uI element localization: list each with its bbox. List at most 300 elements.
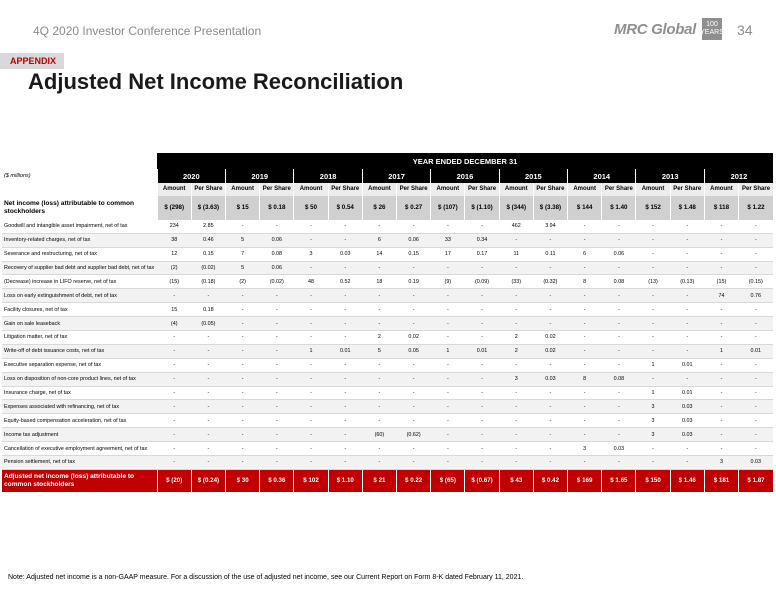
table-cell: (0.13) — [670, 275, 704, 289]
table-cell: - — [294, 233, 328, 247]
table-cell: $ 1.46 — [670, 469, 704, 492]
table-row — [2, 331, 773, 345]
table-cell: - — [533, 317, 567, 331]
table-cell: - — [431, 220, 465, 233]
table-cell: $ 26 — [362, 196, 396, 220]
table-cell: $ 181 — [704, 469, 738, 492]
table-cell: - — [157, 372, 191, 386]
amount-header: Amount — [568, 183, 602, 196]
table-cell: - — [670, 331, 704, 345]
table-cell: - — [157, 331, 191, 345]
table-cell: - — [499, 233, 533, 247]
table-cell: $ 1.87 — [739, 469, 773, 492]
table-cell: 1 — [704, 344, 738, 358]
table-cell: - — [294, 220, 328, 233]
table-cell: - — [362, 456, 396, 470]
table-cell: 6 — [568, 247, 602, 261]
table-cell: - — [533, 400, 567, 414]
table-cell: - — [499, 358, 533, 372]
row-label: Severance and restructuring, net of tax — [2, 247, 157, 261]
table-cell: 2 — [499, 344, 533, 358]
table-cell: - — [431, 414, 465, 428]
table-cell: 0.15 — [397, 247, 431, 261]
net-income-row — [2, 196, 773, 220]
table-cell: - — [431, 303, 465, 317]
table-cell: 18 — [362, 275, 396, 289]
blank-cell — [2, 183, 157, 196]
year-header: 2015 — [499, 169, 567, 183]
table-cell: 0.03 — [533, 372, 567, 386]
table-cell: - — [328, 414, 362, 428]
table-cell: - — [260, 386, 294, 400]
row-label: Net income (loss) attributable to common stockholders — [4, 199, 135, 215]
table-cell: 5 — [226, 233, 260, 247]
table-cell: - — [568, 386, 602, 400]
row-label: (Decrease) increase in LIFO reserve, net of tax — [2, 275, 157, 289]
table-cell: - — [157, 358, 191, 372]
table-cell: - — [328, 303, 362, 317]
per-share-header: Per Share — [533, 183, 567, 196]
table-cell: - — [431, 289, 465, 303]
blank-cell — [2, 153, 157, 169]
table-row — [2, 303, 773, 317]
year-header: 2016 — [431, 169, 499, 183]
page-number: 34 — [737, 22, 753, 38]
table-cell: - — [704, 386, 738, 400]
table-cell: 0.17 — [465, 247, 499, 261]
table-cell: - — [533, 414, 567, 428]
table-cell: - — [260, 414, 294, 428]
table-cell: - — [636, 220, 670, 233]
table-cell: - — [670, 289, 704, 303]
table-cell: - — [431, 386, 465, 400]
per-share-header: Per Share — [191, 183, 225, 196]
table-cell: - — [226, 386, 260, 400]
table-cell: 48 — [294, 275, 328, 289]
table-cell: (0.05) — [191, 317, 225, 331]
table-cell: - — [636, 344, 670, 358]
table-cell: - — [431, 372, 465, 386]
table-cell: - — [636, 233, 670, 247]
reconciliation-table — [2, 153, 773, 492]
table-cell: - — [226, 400, 260, 414]
table-cell: 3 — [294, 247, 328, 261]
table-cell: 8 — [568, 275, 602, 289]
table-cell: - — [704, 247, 738, 261]
table-cell: 3.94 — [533, 220, 567, 233]
table-cell: - — [568, 400, 602, 414]
table-cell: - — [294, 303, 328, 317]
table-cell: $ 50 — [294, 196, 328, 220]
table-cell: (0.18) — [191, 275, 225, 289]
row-label: Gain on sale leaseback — [2, 317, 157, 331]
table-cell: - — [431, 442, 465, 456]
table-cell: - — [499, 317, 533, 331]
table-cell: - — [397, 414, 431, 428]
table-cell: $ (1.10) — [465, 196, 499, 220]
table-cell: - — [157, 414, 191, 428]
page-title: Adjusted Net Income Reconciliation — [28, 69, 404, 94]
table-row — [2, 247, 773, 261]
table-cell: - — [294, 442, 328, 456]
table-cell: (4) — [157, 317, 191, 331]
table-cell: 0.08 — [260, 247, 294, 261]
table-cell: - — [568, 261, 602, 275]
table-cell: - — [739, 358, 773, 372]
table-cell: $ 169 — [568, 469, 602, 492]
table-cell: 1 — [431, 344, 465, 358]
table-cell: - — [362, 317, 396, 331]
table-cell: - — [294, 414, 328, 428]
table-cell: 11 — [499, 247, 533, 261]
anniversary-badge-icon: 100 YEARS — [702, 18, 722, 40]
table-cell: - — [499, 261, 533, 275]
table-cell: - — [328, 400, 362, 414]
row-label: Write-off of debt issuance costs, net of tax — [2, 344, 157, 358]
row-label: Facility closures, net of tax — [2, 303, 157, 317]
table-cell: - — [226, 289, 260, 303]
table-cell: (0.15) — [739, 275, 773, 289]
table-row — [2, 261, 773, 275]
table-cell: - — [226, 317, 260, 331]
company-logo — [614, 18, 722, 40]
table-cell: - — [157, 400, 191, 414]
table-cell: - — [191, 358, 225, 372]
table-cell: - — [157, 428, 191, 442]
table-cell: $ 1.10 — [328, 469, 362, 492]
table-cell: 0.11 — [533, 247, 567, 261]
table-cell: 5 — [226, 261, 260, 275]
subheader-row — [2, 183, 773, 196]
table-cell: - — [568, 344, 602, 358]
table-row — [2, 358, 773, 372]
table-cell: - — [328, 331, 362, 345]
table-cell: (0.62) — [397, 428, 431, 442]
table-cell: - — [191, 400, 225, 414]
amount-header: Amount — [362, 183, 396, 196]
table-cell: - — [294, 331, 328, 345]
table-cell: $ (3.38) — [533, 196, 567, 220]
table-cell: 0.03 — [670, 414, 704, 428]
table-cell: $ 0.42 — [533, 469, 567, 492]
table-cell: $ 144 — [568, 196, 602, 220]
table-cell: - — [157, 344, 191, 358]
table-cell: - — [704, 358, 738, 372]
table-cell: - — [465, 428, 499, 442]
table-cell: - — [397, 400, 431, 414]
table-cell: $ (344) — [499, 196, 533, 220]
table-cell: 3 — [636, 428, 670, 442]
amount-header: Amount — [294, 183, 328, 196]
table-cell: 1 — [636, 386, 670, 400]
table-cell: 1 — [636, 358, 670, 372]
table-cell: - — [739, 261, 773, 275]
table-cell: - — [704, 261, 738, 275]
table-cell: $ (0.67) — [465, 469, 499, 492]
table-cell: - — [226, 358, 260, 372]
table-cell: - — [226, 220, 260, 233]
table-cell: - — [465, 317, 499, 331]
table-cell: - — [602, 456, 636, 470]
table-cell: - — [362, 372, 396, 386]
table-cell: - — [670, 220, 704, 233]
table-cell: (9) — [431, 275, 465, 289]
table-cell: - — [602, 400, 636, 414]
table-cell: - — [294, 372, 328, 386]
table-cell: $ 21 — [362, 469, 396, 492]
table-cell: - — [294, 428, 328, 442]
table-cell: - — [533, 289, 567, 303]
table-cell: 0.03 — [602, 442, 636, 456]
table-cell: - — [499, 386, 533, 400]
table-cell: 2 — [499, 331, 533, 345]
table-cell: 0.01 — [670, 386, 704, 400]
table-cell: - — [465, 456, 499, 470]
table-cell: - — [499, 303, 533, 317]
table-cell: - — [568, 428, 602, 442]
table-cell: - — [602, 261, 636, 275]
table-row — [2, 220, 773, 233]
table-cell: 38 — [157, 233, 191, 247]
table-cell: 15 — [157, 303, 191, 317]
table-cell: - — [191, 428, 225, 442]
table-cell: $ 0.27 — [397, 196, 431, 220]
table-cell: $ 30 — [226, 469, 260, 492]
table-cell: - — [226, 331, 260, 345]
table-cell: $ 152 — [636, 196, 670, 220]
table-cell: 0.03 — [670, 400, 704, 414]
row-label: Adjusted net income (loss) attributable to common stockholders — [2, 469, 157, 492]
table-cell: - — [636, 317, 670, 331]
period-header: YEAR ENDED DECEMBER 31 — [157, 153, 773, 169]
table-cell: - — [704, 331, 738, 345]
table-cell: - — [602, 414, 636, 428]
table-cell: - — [636, 456, 670, 470]
table-cell: - — [568, 414, 602, 428]
table-cell: - — [328, 386, 362, 400]
table-cell: - — [533, 428, 567, 442]
table-cell: - — [431, 358, 465, 372]
table-cell: 0.06 — [397, 233, 431, 247]
table-cell: 0.03 — [739, 456, 773, 470]
table-cell: (33) — [499, 275, 533, 289]
table-cell: 2.85 — [191, 220, 225, 233]
table-cell: (0.09) — [465, 275, 499, 289]
table-cell: - — [739, 331, 773, 345]
table-cell: - — [739, 247, 773, 261]
table-cell: - — [704, 428, 738, 442]
years-row — [2, 169, 773, 183]
row-label: Recovery of supplier bad debt and supplier bad debt, net of tax — [2, 261, 157, 275]
table-cell: - — [568, 456, 602, 470]
year-header: 2017 — [362, 169, 430, 183]
table-cell: - — [431, 331, 465, 345]
table-cell: - — [739, 372, 773, 386]
table-cell: - — [362, 358, 396, 372]
table-cell: 0.06 — [260, 261, 294, 275]
table-cell: - — [670, 456, 704, 470]
table-cell: - — [328, 233, 362, 247]
table-cell: (0.02) — [260, 275, 294, 289]
table-cell: - — [739, 414, 773, 428]
table-cell: - — [465, 289, 499, 303]
table-cell: - — [465, 442, 499, 456]
table-cell: 3 — [704, 456, 738, 470]
table-cell: 0.01 — [739, 344, 773, 358]
table-cell: - — [157, 442, 191, 456]
table-cell: - — [294, 456, 328, 470]
table-cell: (2) — [157, 261, 191, 275]
table-cell: 0.03 — [670, 428, 704, 442]
table-cell: - — [602, 344, 636, 358]
table-cell: - — [568, 331, 602, 345]
table-cell: $ 102 — [294, 469, 328, 492]
table-cell: - — [739, 220, 773, 233]
period-header-row — [2, 153, 773, 169]
table-cell: - — [157, 386, 191, 400]
table-cell: 5 — [362, 344, 396, 358]
table-cell: - — [362, 220, 396, 233]
table-cell: - — [602, 331, 636, 345]
table-cell: - — [362, 386, 396, 400]
table-row — [2, 233, 773, 247]
units-note: ($ millions) — [4, 173, 31, 179]
table-cell: - — [739, 442, 773, 456]
table-cell: - — [670, 442, 704, 456]
table-cell: 14 — [362, 247, 396, 261]
presentation-title: 4Q 2020 Investor Conference Presentation — [33, 24, 262, 38]
table-cell: - — [704, 372, 738, 386]
table-cell: (13) — [636, 275, 670, 289]
table-cell: - — [636, 331, 670, 345]
year-header: 2012 — [704, 169, 773, 183]
table-cell: - — [328, 442, 362, 456]
table-cell: - — [191, 414, 225, 428]
table-cell: - — [568, 289, 602, 303]
row-label: Inventory-related charges, net of tax — [2, 233, 157, 247]
table-cell: - — [465, 386, 499, 400]
table-cell: $ (0.24) — [191, 469, 225, 492]
table-cell: - — [226, 303, 260, 317]
table-cell: 0.19 — [397, 275, 431, 289]
table-cell: 1 — [294, 344, 328, 358]
table-cell: - — [533, 442, 567, 456]
year-header: 2013 — [636, 169, 704, 183]
table-row — [2, 456, 773, 470]
year-header: 2020 — [157, 169, 225, 183]
table-cell: $ 1.48 — [670, 196, 704, 220]
table-row — [2, 372, 773, 386]
table-cell: - — [328, 358, 362, 372]
table-cell: - — [533, 456, 567, 470]
table-cell: - — [260, 372, 294, 386]
table-cell: (0.02) — [191, 261, 225, 275]
table-cell: $ 15 — [226, 196, 260, 220]
table-cell: - — [636, 247, 670, 261]
table-cell: - — [191, 344, 225, 358]
row-label: Executive separation expense, net of tax — [2, 358, 157, 372]
table-cell: - — [157, 289, 191, 303]
table-cell: $ (20) — [157, 469, 191, 492]
table-cell: - — [294, 317, 328, 331]
table-cell: - — [191, 442, 225, 456]
table-cell: 234 — [157, 220, 191, 233]
table-cell: - — [328, 317, 362, 331]
table-cell: - — [670, 303, 704, 317]
table-cell: - — [328, 261, 362, 275]
table-cell: - — [465, 261, 499, 275]
section-tag: APPENDIX — [0, 53, 64, 69]
amount-header: Amount — [431, 183, 465, 196]
table-cell: - — [294, 358, 328, 372]
table-cell: - — [260, 400, 294, 414]
table-cell: 0.02 — [533, 331, 567, 345]
table-cell: - — [397, 442, 431, 456]
table-row — [2, 275, 773, 289]
table-cell: 12 — [157, 247, 191, 261]
table-cell: - — [260, 428, 294, 442]
per-share-header: Per Share — [397, 183, 431, 196]
table-cell: $ 1.65 — [602, 469, 636, 492]
table-cell: - — [533, 358, 567, 372]
table-cell: 7 — [226, 247, 260, 261]
table-cell: - — [260, 456, 294, 470]
table-cell: 0.01 — [465, 344, 499, 358]
table-cell: 6 — [362, 233, 396, 247]
table-cell: - — [294, 289, 328, 303]
table-cell: - — [191, 386, 225, 400]
table-cell: - — [499, 456, 533, 470]
table-cell: - — [294, 261, 328, 275]
table-cell: $ 0.18 — [260, 196, 294, 220]
table-cell: 0.03 — [328, 247, 362, 261]
table-cell: - — [568, 317, 602, 331]
table-cell: - — [739, 303, 773, 317]
table-cell: - — [431, 400, 465, 414]
table-cell: 462 — [499, 220, 533, 233]
table-cell: - — [670, 344, 704, 358]
table-cell: 0.15 — [191, 247, 225, 261]
table-cell: - — [362, 442, 396, 456]
table-cell: (0.32) — [533, 275, 567, 289]
table-cell: - — [636, 303, 670, 317]
table-cell: - — [465, 400, 499, 414]
table-cell: - — [602, 303, 636, 317]
table-cell: - — [568, 303, 602, 317]
table-cell: - — [568, 220, 602, 233]
table-cell: - — [226, 344, 260, 358]
table-cell: - — [294, 400, 328, 414]
table-cell: - — [670, 372, 704, 386]
table-cell: - — [397, 358, 431, 372]
table-cell: - — [465, 372, 499, 386]
table-cell: $ 1.40 — [602, 196, 636, 220]
row-label: Pension settlement, net of tax — [2, 456, 157, 470]
per-share-header: Per Share — [260, 183, 294, 196]
row-label: Cancellation of executive employment agreement, net of tax — [2, 442, 157, 456]
table-cell: $ 0.36 — [260, 469, 294, 492]
table-cell: - — [465, 414, 499, 428]
table-cell: - — [602, 386, 636, 400]
row-label: Expenses associated with refinancing, net of tax — [2, 400, 157, 414]
amount-header: Amount — [704, 183, 738, 196]
table-cell: - — [704, 414, 738, 428]
table-cell: - — [499, 442, 533, 456]
table-cell: - — [704, 400, 738, 414]
table-cell: - — [670, 233, 704, 247]
amount-header: Amount — [636, 183, 670, 196]
table-cell: $ (107) — [431, 196, 465, 220]
